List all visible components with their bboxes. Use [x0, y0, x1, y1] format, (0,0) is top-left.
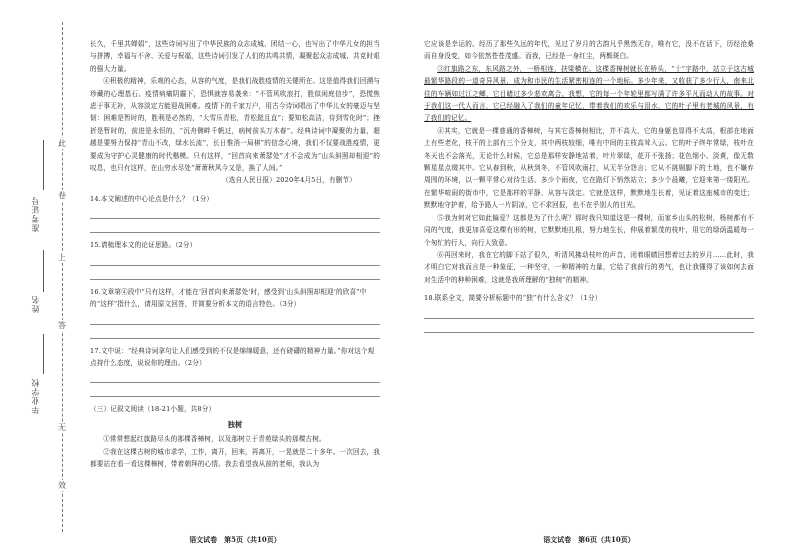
page-footer: 语文试卷 第6页（共10页）: [543, 535, 635, 544]
paragraph: ⑥再回来时，我在它的脚下站了很久，听清风拂动枝叶的声音，闭着眼睛回想着过去的岁月……此时，我才明白它对我而言是一种象征，一种坚守，一种精神的力量，它给了我前行的勇气，也让我懂得了该如何去面对生活中的种种困难，这就是我所理解的“独树”的精神。: [424, 250, 754, 284]
answer-line[interactable]: [424, 305, 754, 319]
margin-char: 上: [58, 253, 66, 262]
margin-char: 卷: [58, 191, 66, 200]
school-field[interactable]: [43, 334, 44, 374]
margin-char: 答: [58, 321, 66, 330]
paragraph: ④积极的精神，乐观的心态，从容的气度，是我们战胜疫情的关键所在。这是值得我们回溯与珍藏的心理基石。疫情病痛阴霾下，恐惧就容易袭来：“不管风吹浪打，胜似闲庭信步”，恐慌焦虑于事无补，从容淡定方能迎战困难。疫情下的千家万户，用古今诗词唱出了中华儿女的豪迈与坚韧：困难是暂时的，胜利是必然的，“大雪压青松，青松挺且直”；要知松高洁，待到雪化时”；挫折是暂时的，前进是永恒的，“沉舟侧畔千帆过，病树前头万木春”。经典诗词中凝聚的力量，超越是要努力保持“青山不改，绿水长流”，长日惟消一局棋”的信念心境，我们不仅要战胜疫情，更要成为守护心灵健康的时代楷模。只有这样，“回首向来萧瑟处”才不会成为“山头斜照却相迎”的叹息，也只有这样，在山穷水尽处“萧萧秋风今又是，换了人间。”: [90, 77, 380, 173]
question-17: 17.文中说：“经典诗词拿句让人们感受到的不仅是绵绵暖意，还有磅礴的精神力量。”你对这个观点持什么态度，说说你的理由。（2分）: [90, 346, 375, 367]
paragraph: ⑤我为何对它如此偏爱？这都是为了什么呢？那时我只知道这是一棵树，而家乡山头的松树，杨树都有不同的气度，我更加喜爱这棵有形的树，它默默地扎根，努力地生长，伸展着繁茂的枝叶，用它的绿荫温暖每一个匆忙的行人，向行人致意。: [424, 213, 754, 247]
school-label: 毕业学校: [31, 378, 40, 414]
binding-margin: [0, 0, 88, 560]
right-page: [424, 38, 754, 333]
binding-dash-line: [62, 22, 63, 532]
left-page: [90, 38, 380, 470]
margin-char: 此: [58, 139, 66, 148]
name-label: 姓名: [31, 295, 40, 313]
article-source: （选自人民日报）2020年4月5日，有删节）: [222, 176, 356, 185]
paragraph: ④其实，它就是一棵普通的香樟树，与其它香樟树相比，并不高大，它的身躯也显得不太高，根部在地面上有些老化，枝干的上部有三个分支，其中两枝较细，唯有中间的主枝高耸入云。它的叶子终年常绿，枝叶在冬天也不会落光，无论什么时候，它总是那样安静地站着，叶片翠绿，花开不张扬；花色细小、淡黄，像无数颗星星点缀其中。它从春到秋，从秋到冬，不管风吹雨打，从无半分怨言；它从不挑剔脚下的土地，也不嫌弃周围的环境，以一颗平常心对待生活。多少个雨夜，它在路灯下悄然站立；多少个晨曦，它迎来第一缕阳光。在繁华喧闹的街市中，它是那样的平静、从容与淡定。它就是这样，默默地生长着，见证着这座城市的变迁；默默地守护着，给予路人一片阴凉，它不求回报，也不在乎别人的目光。: [424, 126, 754, 210]
answer-line[interactable]: [90, 325, 380, 339]
name-field[interactable]: [43, 250, 44, 292]
answer-line[interactable]: [90, 369, 380, 383]
margin-char: 无: [58, 423, 66, 432]
paragraph: ②我在这棵古树的城市求学，工作，离开，回来，再离开，一晃就是二十多年。一次回去，我都要站在看一看这棵樟树，带着朝拜的心情。我去看望我从前的老师，我认为: [90, 447, 380, 468]
answer-line[interactable]: [424, 319, 754, 333]
question-14: 14.本文阐述的中心论点是什么？（1分）: [90, 194, 214, 203]
margin-char: 效: [58, 481, 66, 490]
answer-line[interactable]: [90, 252, 380, 266]
page-footer: 语文试卷 第5页（共10页）: [189, 535, 281, 544]
answer-line[interactable]: [90, 311, 380, 325]
section-heading: （三）记叙文阅读（18-21小题，共8分）: [90, 405, 216, 414]
exam-number-label: 准考证号: [31, 196, 40, 232]
paragraph: 它应该是幸运的。经历了那些久远的年代，见过了岁月的古韵凡乎黑然无存，唯有它，没不在话下，历经沧桑而自身没变，如今依然苍苍茂盛。而我，已经是一身红尘，两鬓斑白。: [424, 40, 754, 61]
paragraph: ①常常想起红旗路尽头的那棵香樟树，以及那树立于青苑绿头的那棵古树。: [103, 435, 326, 444]
answer-line[interactable]: [90, 205, 380, 219]
paragraph: 长久，千里共婵娟”，这些诗词写出了中华民族的众志成城、团结一心，也写出了中华儿女的担当与拼搏，幸福与不舍、关爱与祝福，这些诗词引发了人们的共鸣共情，凝聚起众志成城、共克时艰的强大力量。: [90, 40, 380, 73]
article-title: 独树: [227, 419, 243, 429]
question-18: 18.联系全文，简要分析标题中的“独”有什么含义？（1分）: [424, 294, 602, 303]
answer-line[interactable]: [90, 383, 380, 397]
question-16: 16.文章第④段中“只有这样，才能在‘回首向来萧瑟处’时，感受到‘山头斜照却相迎’的欣喜”中的“这样”指什么，请用原文回答，并简要分析本文的语言特色。（3分）: [90, 287, 367, 309]
paragraph: ③红旗路之东，东风路之外，一桥相连，扶梁横在。这棵香樟树就长在桥头，“十”字路中，站立于这古城最繁华路段的一道奇异风景，成为和市民的生活紧密相连的一个地标。多少年来，又收获了多少行人，南来北往的车辆如过江之鲫，它目睹过多少悲欢离合。我想，它的每一个年轮里都写满了许多平凡而动人的故事。对于我们这一代人而言，它已经融入了我们的童年记忆，带着我们的欢乐与泪水，它的叶子里有老城的风景，有了我们的记忆。: [424, 64, 754, 123]
question-15: 15.请梳理本文的论证思路。（2分）: [90, 241, 197, 250]
answer-line[interactable]: [90, 219, 380, 233]
exam-number-field[interactable]: [43, 140, 44, 190]
answer-line[interactable]: [90, 266, 380, 280]
